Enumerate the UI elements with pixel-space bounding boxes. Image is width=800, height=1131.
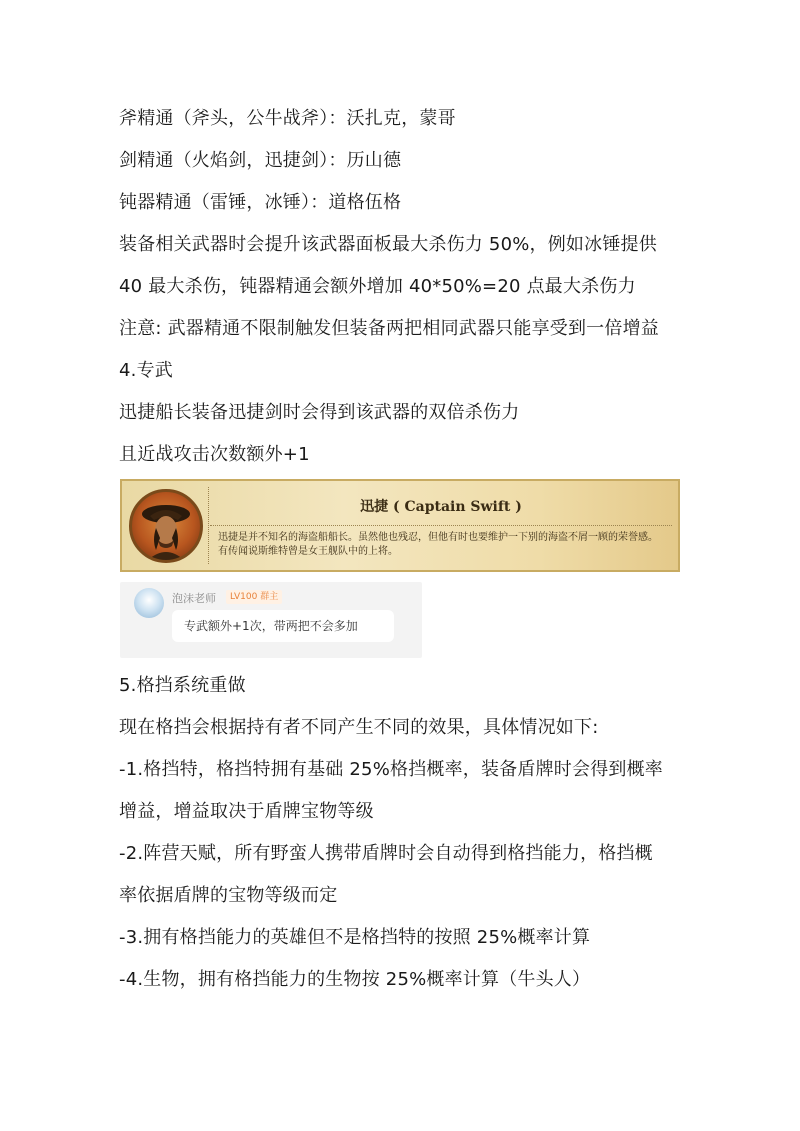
- user-avatar-icon: [134, 588, 164, 618]
- section-heading-block-system: 5.格挡系统重做: [119, 675, 246, 696]
- pirate-captain-portrait-icon: [129, 489, 203, 563]
- text-line-block-item-1-cont: 增益，增益取决于盾牌宝物等级: [119, 801, 374, 822]
- text-line-block-item-3: -3.拥有格挡能力的英雄但不是格挡特的按照 25%概率计算: [119, 927, 591, 948]
- text-line-block-item-4: -4.生物，拥有格挡能力的生物按 25%概率计算（牛头人）: [119, 969, 591, 990]
- text-line-mastery-effect: 装备相关武器时会提升该武器面板最大杀伤力 50%，例如冰锤提供: [119, 234, 657, 255]
- hero-title: 迅捷 ( Captain Swift ): [210, 487, 672, 526]
- text-line-block-item-1: -1.格挡特，格挡特拥有基础 25%格挡概率，装备盾牌时会得到概率: [119, 759, 663, 780]
- level-badge: LV100 群主: [226, 590, 282, 604]
- text-line-captain-swift-bonus: 迅捷船长装备迅捷剑时会得到该武器的双倍杀伤力: [119, 402, 520, 423]
- hero-card: [120, 479, 680, 572]
- text-line-block-item-2: -2.阵营天赋，所有野蛮人携带盾牌时会自动得到格挡能力，格挡概: [119, 843, 653, 864]
- text-line-block-item-2-cont: 率依据盾牌的宝物等级而定: [119, 885, 338, 906]
- comment-user-name: 泡沫老师: [172, 592, 216, 605]
- text-line-axe-mastery: 斧精通（斧头，公牛战斧）：沃扎克，蒙哥: [119, 108, 456, 129]
- text-line-block-intro: 现在格挡会根据持有者不同产生不同的效果，具体情况如下:: [119, 717, 599, 738]
- text-line-blunt-mastery: 钝器精通（雷锤，冰锤）：道格伍格: [119, 192, 402, 213]
- hero-description: 迅捷是并不知名的海盗船船长。虽然他也残忍，但他有时也要维护一下别的海盗不屑一顾的荣誉感。有传闻说斯维特曾是女王舰队中的上将。: [218, 532, 658, 557]
- text-line-sword-mastery: 剑精通（火焰剑，迅捷剑）：历山德: [119, 150, 402, 171]
- section-heading-signature-weapon: 4.专武: [119, 360, 173, 381]
- comment-card: [120, 582, 422, 658]
- card-divider: [208, 487, 209, 564]
- comment-bubble: 专武额外+1次，带两把不会多加: [172, 610, 394, 642]
- text-line-mastery-example: 40 最大杀伤，钝器精通会额外增加 40*50%=20 点最大杀伤力: [119, 276, 636, 297]
- text-line-mastery-note: 注意: 武器精通不限制触发但装备两把相同武器只能享受到一倍增益: [119, 318, 659, 339]
- text-line-extra-attack: 且近战攻击次数额外+1: [119, 444, 310, 465]
